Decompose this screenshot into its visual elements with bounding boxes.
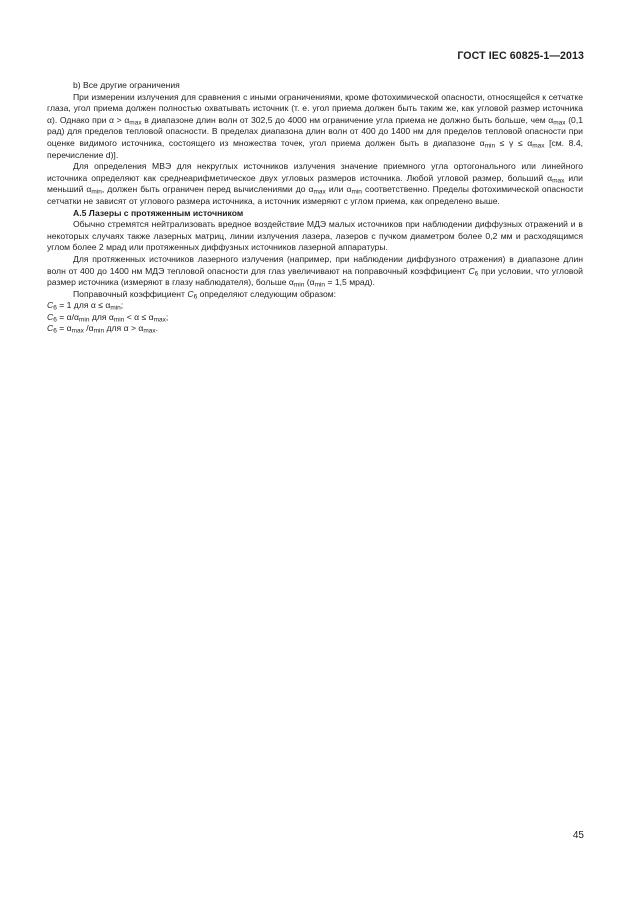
paragraph-correction-factor: Поправочный коэффициент $C_6$ определяют следующим образом: (73, 288, 337, 301)
page-number: 45 (572, 830, 584, 841)
paragraph-extended-sources: Для протяженных источников лазерного излучения (например, при наблюдении диффузного отражения) в диапазоне длин волн от 400 до 1400 нм МДЭ тепловой опасности для глаз увеличивают на поправочный коэффициент $C_6$ при условии, что угловой размер источника (измеряют в глазу наблюдателя), больше $\alpha_{min}$ ($\alpha_{min} = 1,5$ мрад). (47, 253, 583, 289)
formula-c6-case-1: $C_6 = 1$ для $\alpha \le \alpha_{min}$; (47, 300, 124, 312)
document-body (47, 80, 583, 335)
standard-designation: ГОСТ IEC 60825-1—2013 (457, 50, 584, 62)
paragraph-noncircular-sources: Для определения МВЭ для некруглых источников излучения значение приемного угла ортогонального или линейного источника определяют как среднеарифметическое двух угловых размеров источника. Любой угловой размер, больший $\alpha_{max}$ или меньший $\alpha_{min}$, должен быть ограничен перед вычислениями до $\alpha_{max}$ или $\alpha_{min}$ соответственно. Пределы фотохимической опасности сетчатки не зависят от углового размера источника, а источник измеряют с углом приема, как определено выше. (47, 161, 583, 206)
formula-c6-case-2: $C_6 = \alpha/\alpha_{min}$ для $\alpha_{min} < \alpha \le \alpha_{max}$; (47, 311, 169, 324)
formula-c6-case-3: $C_6 = \alpha_{max}$ $/\alpha_{min}$ для $\alpha > \alpha_{max}$. (47, 323, 158, 335)
paragraph-acceptance-angle: При измерении излучения для сравнения с иными ограничениями, кроме фотохимической опасности, относящейся к сетчатке глаза, угол приема должен полностью охватывать источник (т. е. угол приема должен быть таким же, как угловой размер источника α). Однако при $\alpha > \alpha_{max}$ в диапазоне длин волн от 302,5 до 4000 нм ограничение угла приема не должно быть больше, чем $\alpha_{max}$ (0,1 рад) для пределов тепловой опасности. В пределах диапазона длин волн от 400 до 1400 нм для пределов тепловой опасности при оценке видимого источника, состоящего из множества точек, угол приема должен быть в диапазоне $\alpha_{min} \le \gamma \le \alpha_{max}$ [см. 8.4, перечисление d)]. (47, 91, 584, 160)
section-a5-title: А.5 Лазеры с протяженным источником (73, 207, 244, 218)
paragraph-small-sources: Обычно стремятся нейтрализовать вредное воздействие МДЭ малых источников при наблюдении диффузных отражений и в некоторых случаях также лазерных матриц, линии излучения лазера, лазеров с пучком диаметром более 0,2 мм и расходящимся углом более 2 мрад или протяженных диффузных источников лазерной аппаратуры. (47, 219, 583, 253)
section-b-title: b) Все другие ограничения (73, 80, 180, 90)
